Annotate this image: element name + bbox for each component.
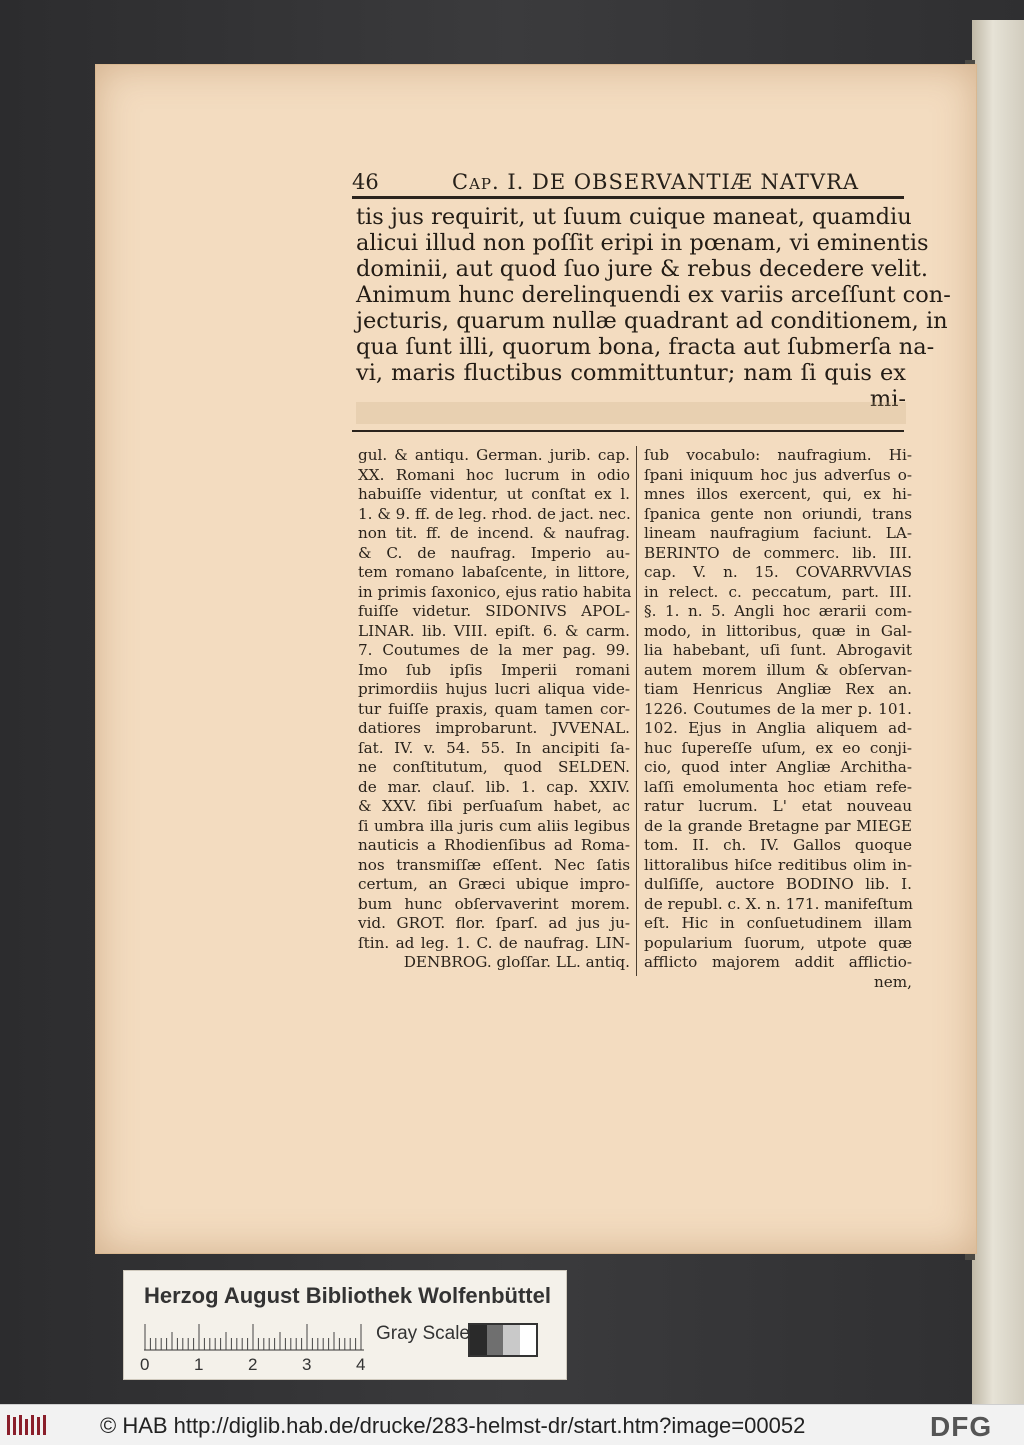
gray-swatch: [503, 1325, 520, 1355]
text-line: nos transmiſſæ eſſent. Nec ſatis: [358, 855, 630, 874]
copyright-link[interactable]: © HAB http://diglib.hab.de/drucke/283-helmst-dr/start.htm?image=00052: [100, 1413, 806, 1438]
gray-swatch: [520, 1325, 537, 1355]
text-line: nauticis a Rhodienſibus ad Roma-: [358, 836, 630, 854]
text-line: & XXV. ſibi perſuaſum habet, ac: [358, 797, 630, 815]
text-line: Imo ſub ipſis Imperii romani: [358, 660, 630, 679]
text-line: modo, in littoribus, quæ in Gal-: [644, 621, 912, 640]
text-line: de republ. c. X. n. 171. manifeſtum: [644, 894, 913, 913]
text-line: de la grande Bretagne par MIEGE: [644, 816, 912, 835]
text-line: alicui illud non poſſit eripi in pœnam, vi eminentis: [356, 230, 929, 256]
text-line: 7. Coutumes de la mer pag. 99.: [358, 641, 630, 659]
text-line: mnes illos exercent, qui, ex hi-: [644, 485, 912, 503]
main-text-block: [356, 204, 951, 412]
text-line: 1226. Coutumes de la mer p. 101.: [644, 699, 912, 718]
text-line: de mar. clauſ. lib. 1. cap. XXIV.: [358, 777, 630, 796]
text-line: ſpani iniquum hoc jus adverſus o-: [644, 465, 912, 484]
text-line: tur fuiſſe praxis, quam tamen cor-: [358, 699, 630, 718]
text-line: BERINTO de commerc. lib. III.: [644, 543, 912, 562]
text-line: & C. de naufrag. Imperio au-: [358, 543, 630, 562]
text-line: huc ſupereſſe uſum, ex eo conji-: [644, 738, 912, 757]
hab-logo-icon: [6, 1413, 48, 1437]
text-line: ſub vocabulo: naufragium. Hi-: [644, 446, 912, 464]
gray-scale-swatches: [468, 1323, 538, 1357]
text-line: qua ſunt illi, quorum bona, fracta aut ſubmerſa na-: [356, 334, 935, 360]
ruler-number: 2: [248, 1355, 258, 1374]
text-line: datiores improbarunt. JVVENAL.: [358, 719, 630, 737]
ruler: [144, 1323, 364, 1351]
running-head: Cap. I. DE OBSERVANTIÆ NATVRA: [452, 170, 860, 194]
footnote-column-right: [644, 446, 912, 992]
text-line: in relect. c. peccatum, part. III.: [644, 582, 912, 601]
text-line: laſſi emolumenta hoc etiam refe-: [644, 777, 912, 796]
text-line: DENBROG. gloſſar. LL. antiq.: [403, 953, 630, 971]
text-line: XX. Romani hoc lucrum in odio: [358, 465, 630, 484]
text-line: eſt. Hic in conſuetudinem illam: [644, 914, 912, 932]
text-line: ratur lucrum. L' etat nouveau: [644, 797, 912, 815]
text-line: primordiis hujus lucri aliqua vide-: [358, 680, 630, 698]
text-line: Animum hunc derelinquendi ex variis arceſſunt con-: [356, 282, 951, 308]
ruler-numbers: [140, 1355, 380, 1375]
color-scale-card: [123, 1270, 567, 1380]
library-name: Herzog August Bibliothek Wolfenbüttel: [144, 1283, 551, 1308]
text-line: cap. V. n. 15. COVARRVVIAS: [644, 563, 912, 581]
text-line: autem morem illum & obſervan-: [644, 660, 912, 679]
text-line: lia habebant, uſi ſunt. Abrogavit: [644, 641, 912, 659]
text-line: tem romano labaſcente, in littore,: [358, 563, 630, 581]
text-line: 102. Ejus in Anglia aliquem ad-: [644, 719, 912, 737]
text-line: gul. & antiqu. German. jurib. cap.: [358, 446, 630, 464]
text-line: vid. GROT. flor. ſparſ. ad jus ju-: [358, 914, 630, 932]
text-line: tiam Henricus Angliæ Rex an.: [644, 680, 912, 698]
text-line: certum, an Græci ubique impro-: [358, 875, 630, 893]
text-line: ne conſtitutum, quod SELDEN.: [358, 758, 630, 776]
viewer-footer: [0, 1404, 1024, 1445]
text-line: tis jus requirit, ut ſuum cuique maneat, quamdiu: [356, 204, 912, 230]
text-line: lineam naufragium faciunt. LA-: [644, 524, 912, 542]
gray-swatch: [470, 1325, 487, 1355]
text-line: vi, maris fluctibus committuntur; nam ſi quis ex: [356, 360, 906, 386]
text-line: cio, quod inter Angliæ Architha-: [644, 758, 912, 776]
text-line: nem,: [874, 972, 912, 991]
ruler-number: 0: [140, 1355, 150, 1374]
text-line: fuiſſe videtur. SIDONIVS APOL-: [358, 602, 630, 620]
text-line: non tit. ff. de incend. & naufrag.: [358, 524, 630, 542]
text-line: 1. & 9. ff. de leg. rhod. de jact. nec.: [358, 504, 631, 523]
dfg-logo: DFG: [930, 1411, 993, 1442]
text-line: habuiſſe videntur, ut conſtat ex l.: [358, 485, 630, 503]
gray-scale-label: Gray Scale: [376, 1323, 470, 1344]
text-line: ſat. IV. v. 54. 55. In ancipiti ſa-: [358, 738, 630, 757]
page-number: 46: [352, 170, 379, 194]
text-line: littoralibus hiſce reditibus olim in-: [644, 855, 912, 874]
text-line: jecturis, quarum nullæ quadrant ad conditionem, in: [356, 308, 948, 334]
gray-swatch: [487, 1325, 504, 1355]
text-line: §. 1. n. 5. Angli hoc ærarii com-: [644, 602, 912, 620]
footnote-column-left: [358, 446, 630, 973]
text-line: LINAR. lib. VIII. epiſt. 6. & carm.: [358, 621, 630, 640]
text-line: popularium ſuorum, utpote quæ: [644, 933, 912, 952]
column-divider: [636, 446, 637, 976]
text-line: ſpanica gente non oriundi, trans: [644, 504, 912, 523]
text-line: dominii, aut quod ſuo jure & rebus decedere velit.: [356, 256, 929, 282]
ruler-number: 3: [302, 1355, 312, 1374]
text-line: afflicto majorem addit afflictio-: [644, 953, 912, 971]
header-rule: [352, 196, 904, 199]
text-line: in primis ſaxonico, ejus ratio habita: [358, 582, 632, 601]
text-line: tom. II. ch. IV. Gallos quoque: [644, 836, 912, 854]
show-through-area: [356, 402, 906, 424]
page-header: [352, 170, 902, 198]
ruler-number: 1: [194, 1355, 204, 1374]
text-line: dulſiſſe, auctore BODINO lib. I.: [644, 875, 912, 893]
ruler-number: 4: [356, 1355, 366, 1374]
text-line: ſtin. ad leg. 1. C. de naufrag. LIN-: [358, 933, 630, 952]
text-line: bum hunc obſervaverint morem.: [358, 894, 630, 913]
text-line: ſi umbra illa juris cum aliis legibus: [358, 816, 630, 835]
footnote-rule: [352, 430, 904, 432]
text-line: mi-: [869, 386, 906, 412]
adjacent-page-edge: [972, 20, 1024, 1404]
